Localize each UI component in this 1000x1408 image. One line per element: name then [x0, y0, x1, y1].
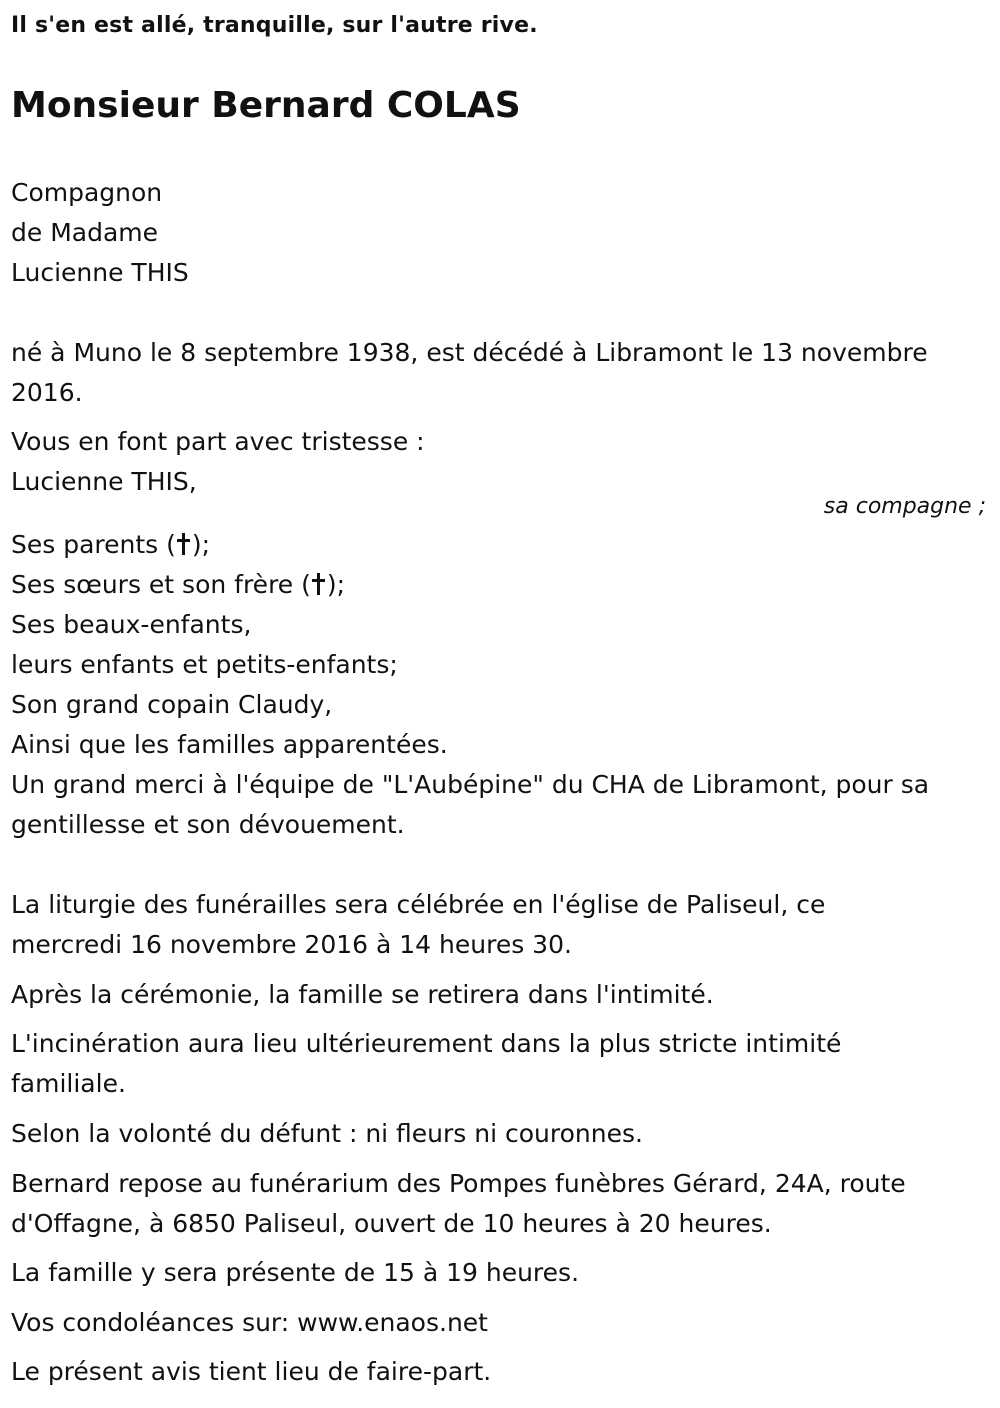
liturgy-line-2: mercredi 16 novembre 2016 à 14 heures 30.	[11, 930, 572, 959]
liturgy-block	[11, 885, 986, 965]
family-friend: Son grand copain Claudy,	[11, 690, 333, 719]
funerarium-block	[11, 1164, 986, 1244]
family-block	[11, 525, 986, 845]
latin-cross-icon	[177, 533, 191, 555]
family-parents	[11, 525, 986, 565]
funerarium-line-1: Bernard repose au funérarium des Pompes funèbres Gérard, 24A, route	[11, 1169, 906, 1198]
flowers-text: Selon la volonté du défunt : ni fleurs ni couronnes.	[11, 1119, 643, 1148]
partner-line-3: Lucienne THIS	[11, 258, 189, 287]
condolences-block	[11, 1303, 986, 1343]
flowers-block	[11, 1114, 986, 1154]
funerarium-line-2: d'Offagne, à 6850 Paliseul, ouvert de 10 heures à 20 heures.	[11, 1209, 772, 1238]
notice-text: Le présent avis tient lieu de faire-part.	[11, 1357, 492, 1386]
family-siblings	[11, 565, 986, 605]
tagline: Il s'en est allé, tranquille, sur l'autre rive.	[11, 13, 538, 38]
ceremony-text: Après la cérémonie, la famille se retirera dans l'intimité.	[11, 980, 714, 1009]
birth-death-line-2: 2016.	[11, 378, 83, 407]
announce-block	[11, 422, 986, 502]
partner-role: sa compagne ;	[823, 494, 986, 519]
incineration-block	[11, 1024, 986, 1104]
condolences-text: Vos condoléances sur: www.enaos.net	[11, 1308, 488, 1337]
family-grandchildren: leurs enfants et petits-enfants;	[11, 650, 398, 679]
incineration-line-2: familiale.	[11, 1069, 126, 1098]
notice-block	[11, 1352, 986, 1392]
deceased-name: Monsieur Bernard COLAS	[11, 85, 521, 126]
family-stepchildren: Ses beaux-enfants,	[11, 610, 252, 639]
birth-death-line-1: né à Muno le 8 septembre 1938, est décédé à Libramont le 13 novembre	[11, 338, 928, 367]
partner-line-1: Compagnon	[11, 178, 163, 207]
announce-partner: Lucienne THIS,	[11, 467, 197, 496]
partner-line-2: de Madame	[11, 218, 159, 247]
siblings-text-end: );	[326, 570, 346, 599]
latin-cross-icon	[312, 573, 326, 595]
parents-text-start: Ses parents (	[11, 530, 176, 559]
presence-block	[11, 1253, 986, 1293]
birth-death-block	[11, 333, 986, 413]
family-relatives: Ainsi que les familles apparentées.	[11, 730, 448, 759]
liturgy-line-1: La liturgie des funérailles sera célébrée en l'église de Paliseul, ce	[11, 890, 826, 919]
thanks-line-1: Un grand merci à l'équipe de "L'Aubépine" du CHA de Libramont, pour sa	[11, 770, 930, 799]
siblings-text-start: Ses sœurs et son frère (	[11, 570, 311, 599]
thanks-line-2: gentillesse et son dévouement.	[11, 810, 405, 839]
partner-block	[11, 173, 986, 293]
family-presence-text: La famille y sera présente de 15 à 19 heures.	[11, 1258, 580, 1287]
ceremony-block	[11, 975, 986, 1015]
parents-text-end: );	[191, 530, 211, 559]
incineration-line-1: L'incinération aura lieu ultérieurement dans la plus stricte intimité	[11, 1029, 842, 1058]
announce-intro: Vous en font part avec tristesse :	[11, 427, 425, 456]
